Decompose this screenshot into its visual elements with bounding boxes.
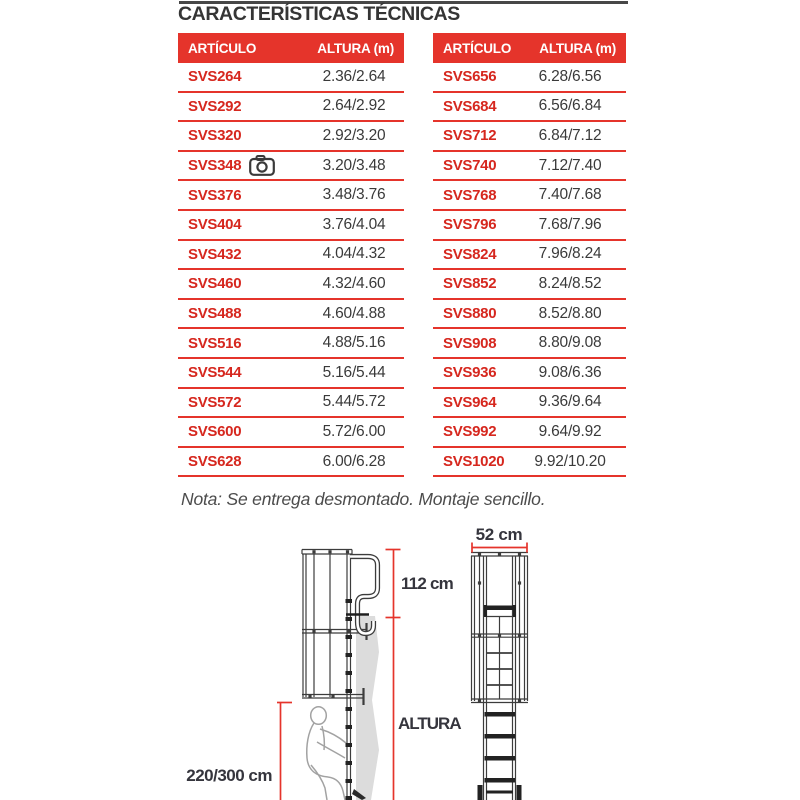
- table-row: [178, 270, 404, 300]
- altura-value: 8.80/9.08: [538, 334, 602, 352]
- article-code: SVS432: [188, 245, 242, 263]
- altura-value: 9.64/9.92: [538, 422, 602, 440]
- altura-dimension-label: ALTURA: [398, 714, 461, 733]
- table-header: [178, 33, 404, 63]
- table-row: [178, 359, 404, 389]
- table-row: [178, 122, 404, 152]
- article-code: SVS908: [443, 334, 497, 352]
- altura-value: 6.28/6.56: [538, 67, 602, 85]
- article-code: SVS768: [443, 186, 497, 204]
- table-row: [433, 152, 626, 182]
- camera-icon: [249, 155, 275, 176]
- table-row: [178, 152, 404, 182]
- altura-value: 4.88/5.16: [322, 334, 386, 352]
- top-extension-label: 112 cm: [401, 574, 453, 593]
- side-view-connectors: [308, 550, 350, 697]
- base-height-label: 220/300 cm: [186, 766, 272, 785]
- table-row: [178, 93, 404, 123]
- table-row: [178, 389, 404, 419]
- table-row: [433, 418, 626, 448]
- article-code: SVS852: [443, 275, 497, 293]
- altura-value: 8.24/8.52: [538, 274, 602, 292]
- article-code: SVS824: [443, 245, 497, 263]
- table-row: [178, 329, 404, 359]
- front-view-ladder: [471, 553, 528, 800]
- altura-value: 2.92/3.20: [322, 126, 386, 144]
- article-code: SVS712: [443, 127, 497, 145]
- article-code: SVS404: [188, 216, 242, 234]
- table-row: [433, 270, 626, 300]
- article-code: SVS488: [188, 305, 242, 323]
- article-code: SVS936: [443, 364, 497, 382]
- cage-width-label: 52 cm: [475, 525, 523, 544]
- article-code: SVS600: [188, 423, 242, 441]
- article-code: SVS656: [443, 68, 497, 86]
- altura-value: 7.40/7.68: [538, 186, 602, 204]
- article-code: SVS628: [188, 453, 242, 471]
- table-row: [433, 359, 626, 389]
- table-row: [433, 181, 626, 211]
- table-row: [433, 329, 626, 359]
- altura-value: 3.76/4.04: [322, 215, 386, 233]
- altura-value: 7.12/7.40: [538, 156, 602, 174]
- altura-value: 7.96/8.24: [538, 245, 602, 263]
- altura-value: 4.60/4.88: [322, 304, 386, 322]
- article-code: SVS348: [188, 157, 242, 175]
- article-code: SVS320: [188, 127, 242, 145]
- article-code: SVS544: [188, 364, 242, 382]
- table-row: [178, 63, 404, 93]
- table-row: [433, 93, 626, 123]
- article-code: SVS1020: [443, 453, 505, 471]
- table-row: [433, 211, 626, 241]
- altura-value: 6.00/6.28: [322, 452, 386, 470]
- article-code: SVS572: [188, 393, 242, 411]
- table-header: [433, 33, 626, 63]
- wall-shading: [356, 616, 379, 800]
- altura-value: 7.68/7.96: [538, 215, 602, 233]
- altura-value: 9.92/10.20: [534, 452, 606, 470]
- article-code: SVS516: [188, 334, 242, 352]
- table-row: [433, 122, 626, 152]
- altura-value: 4.04/4.32: [322, 245, 386, 263]
- table-row: [178, 211, 404, 241]
- article-code: SVS740: [443, 157, 497, 175]
- ladder-diagram: [180, 516, 630, 800]
- article-code: SVS460: [188, 275, 242, 293]
- header-altura: ALTURA (m): [317, 40, 394, 56]
- header-altura: ALTURA (m): [539, 40, 616, 56]
- altura-value: 4.32/4.60: [322, 274, 386, 292]
- article-code: SVS684: [443, 97, 497, 115]
- table-row: [433, 389, 626, 419]
- altura-value: 3.48/3.76: [322, 186, 386, 204]
- assembly-note: Nota: Se entrega desmontado. Montaje sencillo.: [181, 489, 546, 509]
- header-articulo: ARTÍCULO: [443, 40, 512, 56]
- table-row: [433, 241, 626, 271]
- altura-value: 3.20/3.48: [322, 156, 386, 174]
- table-row: [178, 418, 404, 448]
- article-code: SVS292: [188, 97, 242, 115]
- altura-value: 8.52/8.80: [538, 304, 602, 322]
- altura-value: 5.16/5.44: [322, 363, 386, 381]
- article-code: SVS264: [188, 68, 242, 86]
- table-row: [433, 448, 626, 478]
- table-body: [433, 63, 626, 477]
- page-title: CARACTERÍSTICAS TÉCNICAS: [178, 3, 460, 25]
- article-code: SVS796: [443, 216, 497, 234]
- climbing-person: [307, 707, 346, 800]
- altura-value: 5.72/6.00: [322, 422, 386, 440]
- altura-value: 2.64/2.92: [322, 97, 386, 115]
- table-body: [178, 63, 404, 477]
- table-row: [433, 63, 626, 93]
- altura-value: 2.36/2.64: [322, 67, 386, 85]
- spec-table-right: [433, 33, 626, 477]
- article-code: SVS964: [443, 393, 497, 411]
- article-code: SVS376: [188, 186, 242, 204]
- article-code: SVS992: [443, 423, 497, 441]
- spec-table-left: [178, 33, 404, 477]
- altura-value: 9.36/9.64: [538, 393, 602, 411]
- table-row: [178, 300, 404, 330]
- altura-value: 5.44/5.72: [322, 393, 386, 411]
- altura-value: 6.84/7.12: [538, 126, 602, 144]
- table-row: [178, 181, 404, 211]
- altura-value: 9.08/6.36: [538, 363, 602, 381]
- article-code: SVS880: [443, 305, 497, 323]
- altura-value: 6.56/6.84: [538, 97, 602, 115]
- header-articulo: ARTÍCULO: [188, 40, 257, 56]
- table-row: [178, 241, 404, 271]
- table-row: [178, 448, 404, 478]
- table-row: [433, 300, 626, 330]
